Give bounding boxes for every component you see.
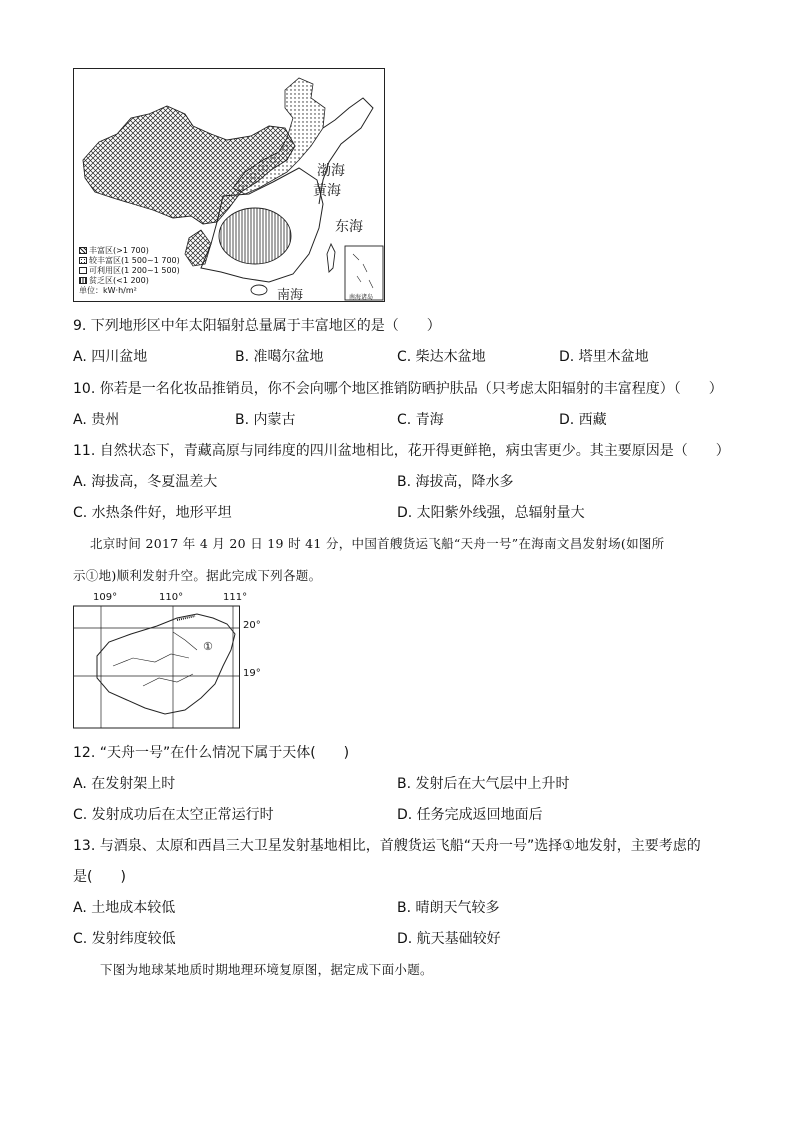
- question-10-option-a[interactable]: A. 贵州: [73, 412, 120, 428]
- question-11-stem: 11. 自然状态下，青藏高原与同纬度的四川盆地相比，花开得更鲜艳，病虫害更少。其主要原因是（ ）: [73, 443, 730, 459]
- question-12-option-b[interactable]: B. 发射后在大气层中上升时: [397, 776, 570, 792]
- inset-label: 南海诸岛: [349, 294, 374, 301]
- legend-item-rich: [79, 246, 149, 255]
- question-10-option-b[interactable]: B. 内蒙古: [235, 412, 296, 428]
- legend-range: (<1 200): [113, 276, 149, 285]
- legend-name: 贫乏区: [89, 276, 113, 285]
- passage-intro-line-1: 北京时间 2017 年 4 月 20 日 19 时 41 分，中国首艘货运飞船“天舟一号”在海南文昌发射场(如图所: [90, 536, 665, 551]
- lat-label-19: 19°: [243, 668, 261, 679]
- legend-name: 可利用区: [89, 266, 121, 275]
- huanghai-label: 黄海: [313, 183, 341, 199]
- bohai-label: 渤海: [317, 163, 345, 179]
- vertical-lines-swatch-icon: [79, 277, 87, 284]
- hainan-map: [73, 592, 273, 732]
- question-13-stem-line-2: 是( ): [73, 869, 126, 885]
- question-11-option-b[interactable]: B. 海拔高，降水多: [397, 474, 514, 490]
- question-10-option-c[interactable]: C. 青海: [397, 412, 444, 428]
- passage-intro-line-2: 示①地)顺利发射升空。据此完成下列各题。: [73, 568, 322, 583]
- legend-item-fairly-rich: [79, 256, 180, 265]
- dotted-swatch-icon: [79, 257, 87, 264]
- question-9-option-c[interactable]: C. 柴达木盆地: [397, 349, 486, 365]
- donghai-label: 东海: [335, 219, 363, 235]
- legend-range: (1 500~1 700): [121, 256, 180, 265]
- legend-unit: [79, 286, 137, 295]
- legend-name: 较丰富区: [89, 256, 121, 265]
- question-13-option-d[interactable]: D. 航天基础较好: [397, 931, 501, 947]
- question-13-option-c[interactable]: C. 发射纬度较低: [73, 931, 176, 947]
- question-12-option-d[interactable]: D. 任务完成返回地面后: [397, 807, 543, 823]
- question-9-option-d[interactable]: D. 塔里木盆地: [559, 349, 649, 365]
- question-13-stem-line-1: 13. 与酒泉、太原和西昌三大卫星发射基地相比，首艘货运飞船“天舟一号”选择①地发射，主要考虑的: [73, 838, 701, 854]
- launch-site-marker: ①: [203, 640, 213, 653]
- question-9-stem: 9. 下列地形区中年太阳辐射总量属于丰富地区的是（ ）: [73, 318, 441, 334]
- cross-hatch-swatch-icon: [79, 247, 87, 254]
- question-9-option-a[interactable]: A. 四川盆地: [73, 349, 148, 365]
- passage-intro-3: 下图为地球某地质时期地理环境复原图，据定成下面小题。: [100, 962, 433, 977]
- question-12-option-a[interactable]: A. 在发射架上时: [73, 776, 176, 792]
- lat-label-20: 20°: [243, 620, 261, 631]
- legend-item-poor: [79, 276, 149, 285]
- question-9-option-b[interactable]: B. 准噶尔盆地: [235, 349, 324, 365]
- legend-item-usable: [79, 266, 180, 275]
- question-12-option-c[interactable]: C. 发射成功后在太空正常运行时: [73, 807, 274, 823]
- question-12-stem: 12. “天舟一号”在什么情况下属于天体( ): [73, 745, 350, 761]
- question-10-option-d[interactable]: D. 西藏: [559, 412, 607, 428]
- question-11-option-a[interactable]: A. 海拔高，冬夏温差大: [73, 474, 218, 490]
- lon-label-110: 110°: [159, 592, 184, 603]
- question-13-option-a[interactable]: A. 土地成本较低: [73, 900, 176, 916]
- unit-text: 单位：kW·h/m²: [79, 286, 137, 295]
- question-10-stem: 10. 你若是一名化妆品推销员，你不会向哪个地区推销防晒护肤品（只考虑太阳辐射的丰富程度）（ ）: [73, 381, 723, 397]
- question-11-option-c[interactable]: C. 水热条件好，地形平坦: [73, 505, 232, 521]
- blank-swatch-icon: [79, 267, 87, 274]
- lon-label-109: 109°: [93, 592, 118, 603]
- nanhai-label: 南海: [277, 288, 304, 303]
- legend-range: (>1 700): [113, 246, 149, 255]
- question-11-option-d[interactable]: D. 太阳紫外线强，总辐射量大: [397, 505, 585, 521]
- hainan-map-graphic: [73, 592, 273, 732]
- question-13-option-b[interactable]: B. 晴朗天气较多: [397, 900, 500, 916]
- legend-name: 丰富区: [89, 246, 113, 255]
- legend-range: (1 200~1 500): [121, 266, 180, 275]
- lon-label-111: 111°: [223, 592, 248, 603]
